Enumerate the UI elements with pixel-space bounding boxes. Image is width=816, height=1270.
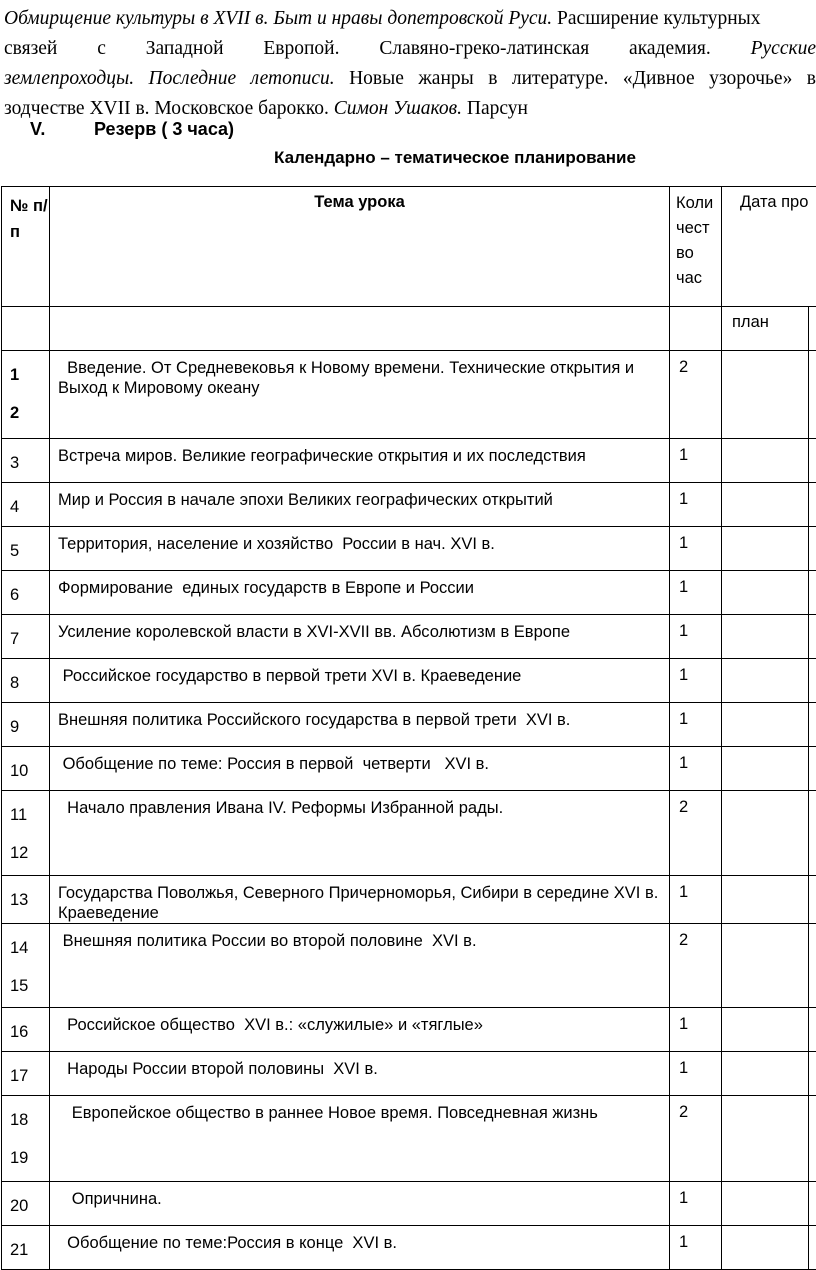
row-number xyxy=(2,1008,50,1052)
row-hours: 1 xyxy=(670,571,722,615)
row-date-fact xyxy=(809,1182,816,1226)
row-hours: 1 xyxy=(670,1226,722,1270)
row-date-plan xyxy=(722,615,809,659)
row-number xyxy=(2,527,50,571)
row-date-fact xyxy=(809,527,816,571)
row-date-plan xyxy=(722,1226,809,1270)
row-hours: 1 xyxy=(670,1182,722,1226)
table-row xyxy=(2,351,816,439)
row-hours: 1 xyxy=(670,527,722,571)
row-topic: Европейское общество в раннее Новое время. Повседневная жизнь xyxy=(50,1096,670,1182)
header-hours: Коли чест во час xyxy=(670,187,722,307)
table-body xyxy=(2,351,816,1270)
intro-line-2: связей с Западной Европой. Славяно-греко-латинская академия. Русские xyxy=(4,34,816,64)
header-plan: план xyxy=(722,307,809,351)
row-topic: Встреча миров. Великие географические открытия и их последствия xyxy=(50,439,670,483)
table-row xyxy=(2,439,816,483)
row-number xyxy=(2,351,50,439)
row-date-plan xyxy=(722,703,809,747)
row-topic: Обобщение по теме:Россия в конце XVI в. xyxy=(50,1226,670,1270)
row-number-value: 3 xyxy=(10,444,49,482)
row-date-plan xyxy=(722,876,809,924)
row-number-value: 7 xyxy=(10,620,49,658)
row-number-value: 20 xyxy=(10,1187,49,1225)
row-topic: Формирование единых государств в Европе и России xyxy=(50,571,670,615)
row-number-value: 1 xyxy=(10,356,49,394)
row-number xyxy=(2,876,50,924)
row-number xyxy=(2,571,50,615)
row-date-fact xyxy=(809,351,816,439)
table-row xyxy=(2,571,816,615)
row-hours: 1 xyxy=(670,483,722,527)
row-number xyxy=(2,1096,50,1182)
row-date-fact xyxy=(809,1052,816,1096)
intro-line-3: землепроходцы. Последние летописи. Новые жанры в литературе. «Дивное узорочье» в xyxy=(4,64,816,94)
row-date-fact xyxy=(809,1096,816,1182)
row-number-value: 19 xyxy=(10,1139,49,1177)
row-number xyxy=(2,703,50,747)
row-number-value: 5 xyxy=(10,532,49,570)
row-date-fact xyxy=(809,571,816,615)
table-row xyxy=(2,1096,816,1182)
row-date-plan xyxy=(722,659,809,703)
row-hours: 2 xyxy=(670,791,722,876)
row-date-plan xyxy=(722,1008,809,1052)
row-date-plan xyxy=(722,1052,809,1096)
header-num: № п/п xyxy=(2,187,50,307)
row-number xyxy=(2,659,50,703)
row-number-value: 4 xyxy=(10,488,49,526)
table-row xyxy=(2,659,816,703)
row-date-fact xyxy=(809,924,816,1008)
row-topic: Начало правления Ивана IV. Реформы Избранной рады. xyxy=(50,791,670,876)
table-row xyxy=(2,527,816,571)
row-number-value: 13 xyxy=(10,881,49,919)
row-number-value: 11 xyxy=(10,796,49,834)
row-number xyxy=(2,439,50,483)
row-number xyxy=(2,1182,50,1226)
row-hours: 1 xyxy=(670,439,722,483)
row-hours: 1 xyxy=(670,876,722,924)
row-number-value: 14 xyxy=(10,929,49,967)
row-number xyxy=(2,1052,50,1096)
row-date-fact xyxy=(809,1226,816,1270)
row-number xyxy=(2,924,50,1008)
row-date-plan xyxy=(722,527,809,571)
table-row xyxy=(2,747,816,791)
row-date-plan xyxy=(722,439,809,483)
row-topic: Государства Поволжья, Северного Причерноморья, Сибири в середине XVI в. Краеведение xyxy=(50,876,670,924)
row-number-value: 10 xyxy=(10,752,49,790)
row-hours: 2 xyxy=(670,351,722,439)
row-hours: 1 xyxy=(670,615,722,659)
row-hours: 1 xyxy=(670,1052,722,1096)
row-topic: Введение. От Средневековья к Новому времени. Технические открытия и Выход к Мировому океану xyxy=(50,351,670,439)
row-date-plan xyxy=(722,791,809,876)
row-number xyxy=(2,747,50,791)
row-date-fact xyxy=(809,791,816,876)
table-row xyxy=(2,483,816,527)
row-date-fact xyxy=(809,483,816,527)
row-date-fact xyxy=(809,876,816,924)
row-date-fact xyxy=(809,439,816,483)
subheader-empty-topic xyxy=(50,307,670,351)
row-date-fact xyxy=(809,615,816,659)
row-hours: 1 xyxy=(670,659,722,703)
row-date-plan xyxy=(722,483,809,527)
row-hours: 1 xyxy=(670,703,722,747)
row-number xyxy=(2,483,50,527)
row-number-value: 9 xyxy=(10,708,49,746)
row-date-fact xyxy=(809,703,816,747)
table-row xyxy=(2,1226,816,1270)
row-hours: 1 xyxy=(670,1008,722,1052)
schedule-table xyxy=(1,186,816,1270)
intro-paragraph xyxy=(4,4,816,124)
table-row xyxy=(2,791,816,876)
row-number xyxy=(2,791,50,876)
row-date-plan xyxy=(722,1182,809,1226)
row-topic: Внешняя политика России во второй половине XVI в. xyxy=(50,924,670,1008)
row-topic: Территория, население и хозяйство России в нач. XVI в. xyxy=(50,527,670,571)
header-row xyxy=(2,187,816,307)
row-topic: Российское государство в первой трети XVI в. Краеведение xyxy=(50,659,670,703)
table-row xyxy=(2,615,816,659)
row-date-plan xyxy=(722,571,809,615)
row-number-value: 8 xyxy=(10,664,49,702)
row-number-value: 6 xyxy=(10,576,49,614)
header-date: Дата про xyxy=(722,187,816,307)
table-row xyxy=(2,1008,816,1052)
row-number-value: 18 xyxy=(10,1101,49,1139)
table-row xyxy=(2,1052,816,1096)
intro-line-4: зодчестве XVII в. Московское барокко. Симон Ушаков. Парсун xyxy=(4,94,816,124)
table-caption: Календарно – тематическое планирование xyxy=(0,148,816,168)
subheader-empty-num xyxy=(2,307,50,351)
row-number-value: 16 xyxy=(10,1013,49,1051)
row-hours: 2 xyxy=(670,924,722,1008)
reserve-number: V. xyxy=(30,119,94,140)
row-number-value: 17 xyxy=(10,1057,49,1095)
table-row xyxy=(2,1182,816,1226)
row-date-fact xyxy=(809,659,816,703)
row-topic: Обобщение по теме: Россия в первой четверти XVI в. xyxy=(50,747,670,791)
table-row xyxy=(2,703,816,747)
reserve-heading xyxy=(30,119,234,140)
table-row xyxy=(2,876,816,924)
intro-line-1: Обмирщение культуры в XVII в. Быт и нравы допетровской Руси. Расширение культурных xyxy=(4,4,816,34)
header-fact xyxy=(809,307,816,351)
row-number-value: 2 xyxy=(10,394,49,432)
reserve-title: Резерв ( 3 часа) xyxy=(94,119,234,139)
row-date-plan xyxy=(722,747,809,791)
row-date-plan xyxy=(722,924,809,1008)
subheader-empty-hours xyxy=(670,307,722,351)
row-date-plan xyxy=(722,351,809,439)
row-number-value: 21 xyxy=(10,1231,49,1269)
row-topic: Мир и Россия в начале эпохи Великих географических открытий xyxy=(50,483,670,527)
row-topic: Усиление королевской власти в XVI-XVII вв. Абсолютизм в Европе xyxy=(50,615,670,659)
table-row xyxy=(2,924,816,1008)
header-topic: Тема урока xyxy=(50,187,670,307)
row-hours: 1 xyxy=(670,747,722,791)
row-hours: 2 xyxy=(670,1096,722,1182)
row-number-value: 12 xyxy=(10,834,49,872)
row-number xyxy=(2,1226,50,1270)
row-topic: Внешняя политика Российского государства в первой трети XVI в. xyxy=(50,703,670,747)
row-number-value: 15 xyxy=(10,967,49,1005)
row-topic: Народы России второй половины XVI в. xyxy=(50,1052,670,1096)
row-date-fact xyxy=(809,747,816,791)
row-date-fact xyxy=(809,1008,816,1052)
row-topic: Опричнина. xyxy=(50,1182,670,1226)
row-topic: Российское общество XVI в.: «служилые» и «тяглые» xyxy=(50,1008,670,1052)
row-number xyxy=(2,615,50,659)
subheader-row xyxy=(2,307,816,351)
row-date-plan xyxy=(722,1096,809,1182)
